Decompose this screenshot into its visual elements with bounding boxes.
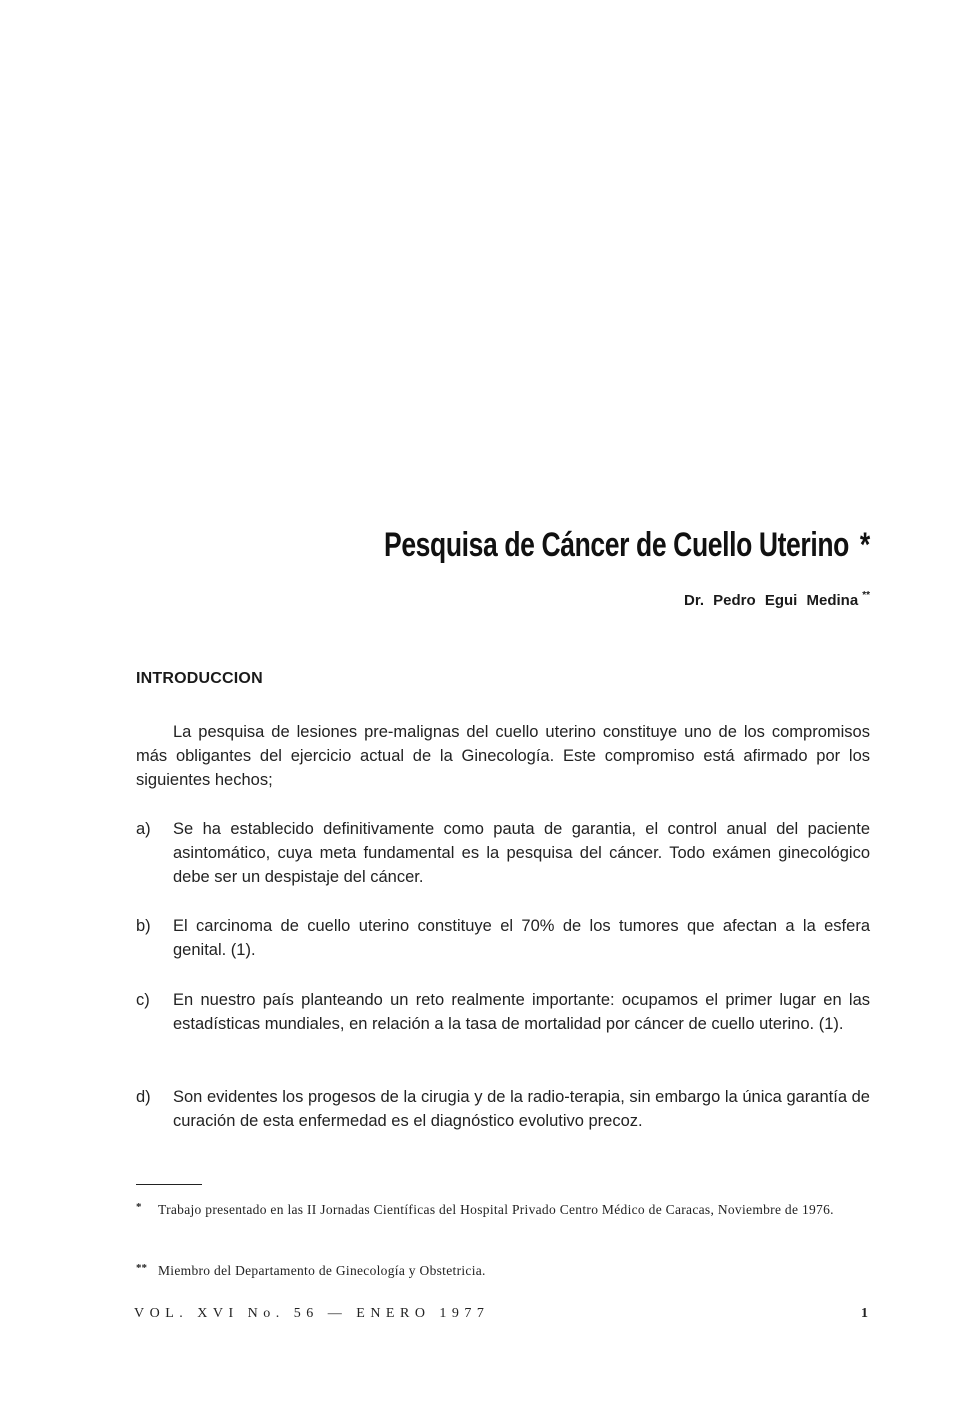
list-item-a <box>136 817 870 889</box>
list-marker: a) <box>136 820 151 838</box>
footnote-marker: * <box>136 1201 142 1213</box>
list-marker: d) <box>136 1088 151 1106</box>
author-name: Dr. Pedro Egui Medina <box>684 592 859 609</box>
footnote-2 <box>136 1260 870 1282</box>
article-author <box>684 592 870 609</box>
list-marker: c) <box>136 991 150 1009</box>
footnote-1 <box>136 1199 870 1221</box>
list-marker: b) <box>136 917 151 935</box>
list-item-text: Se ha establecido definitivamente como pauta de garantia, el control anual del paciente asintomático, cuya meta fundamental es la pesquisa del cáncer. Todo exámen ginecológico debe ser un despistaje del cáncer. <box>173 820 870 886</box>
list-item-text: Son evidentes los progesos de la cirugia y de la radio-terapia, sin embargo la única garantía de curación de esta enfermedad es el diagnóstico evolutivo precoz. <box>173 1088 870 1130</box>
title-footnote-marker: * <box>860 526 870 564</box>
journal-issue-footer: VOL. XVI No. 56 — ENERO 1977 <box>134 1306 490 1321</box>
article-title-text: Pesquisa de Cáncer de Cuello Uterino <box>384 526 850 564</box>
list-item-c <box>136 988 870 1036</box>
intro-paragraph: La pesquisa de lesiones pre-malignas del cuello uterino constituye uno de los compromisos más obligantes del ejercicio actual de la Ginecología. Este compromiso está afirmado por los siguientes hechos; <box>136 723 870 789</box>
footnote-divider <box>136 1184 202 1185</box>
article-title <box>384 526 870 565</box>
page-number: 1 <box>861 1306 868 1321</box>
list-item-b <box>136 914 870 962</box>
footnote-text: Trabajo presentado en las II Jornadas Científicas del Hospital Privado Centro Médico de Caracas, Noviembre de 1976. <box>158 1202 834 1217</box>
section-heading: INTRODUCCION <box>136 670 263 687</box>
list-item-text: El carcinoma de cuello uterino constituye el 70% de los tumores que afectan a la esfera genital. (1). <box>173 917 870 959</box>
footnote-marker: ** <box>136 1262 147 1274</box>
list-item-d <box>136 1085 870 1133</box>
footnote-text: Miembro del Departamento de Ginecología y Obstetricia. <box>158 1263 486 1278</box>
list-item-text: En nuestro país planteando un reto realmente importante: ocupamos el primer lugar en las estadísticas mundiales, en relación a la tasa de mortalidad por cáncer de cuello uterino. (1). <box>173 991 870 1033</box>
author-footnote-marker: ** <box>862 590 870 601</box>
